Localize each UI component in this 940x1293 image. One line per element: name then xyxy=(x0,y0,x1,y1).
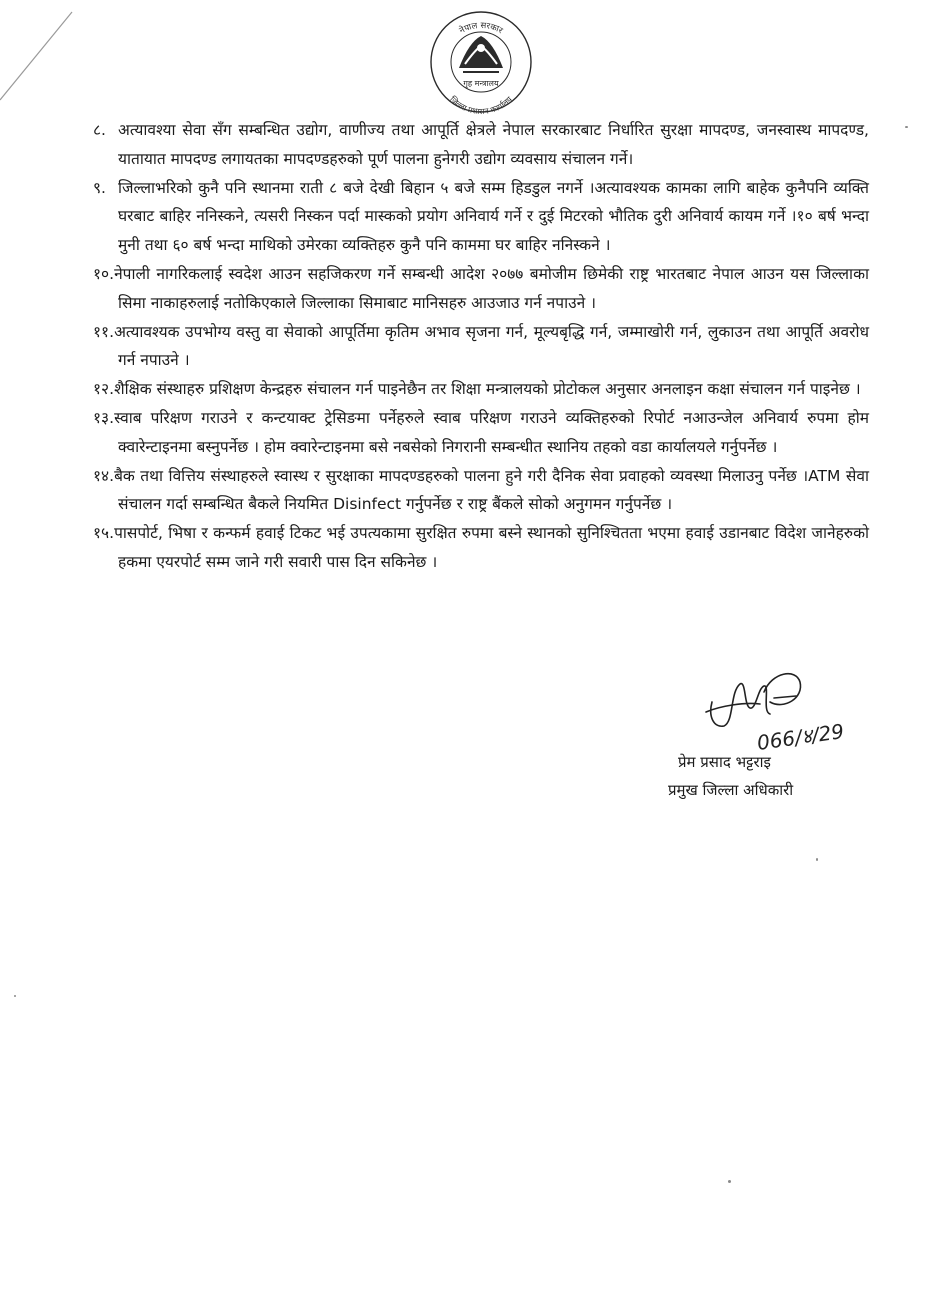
item-text: नेपाली नागरिकलाई स्वदेश आउन सहजिकरण गर्ने सम्बन्धी आदेश २०७७ बमोजीम छिमेकी राष्ट्र भारतबाट नेपाल आउन यस जिल्लाका सिमा नाकाहरुलाई नतोकिएकाले जिल्लाका सिमाबाट मानिसहरु आउजाउ गर्न नपाउने । xyxy=(114,264,869,312)
item-text: अत्यावश्यक उपभोग्य वस्तु वा सेवाको आपूर्तिमा कृतिम अभाव सृजना गर्न, मूल्यबृद्धि गर्न, जम्माखोरी गर्न, लुकाउन तथा आपूर्ति अवरोध गर्न नपाउने । xyxy=(114,322,869,370)
order-item-10 xyxy=(93,260,869,318)
scan-speck xyxy=(14,995,16,997)
emblem-icon xyxy=(459,36,503,72)
seal-text-middle: गृह मन्त्रालय xyxy=(463,79,499,88)
order-item-9 xyxy=(93,174,869,260)
item-text: स्वाब परिक्षण गराउने र कन्टयाक्ट ट्रेसिङमा पर्नेहरुले स्वाब परिक्षण गराउने व्यक्तिहरुको रिपोर्ट नआउन्जेल अनिवार्य रुपमा होम क्वारेन्टाइनमा बस्नुपर्नेछ । होम क्वारेन्टाइनमा बसे नबसेको निगरानी सम्बन्धीत स्थानिय तहको वडा कार्यालयले गर्नुपर्नेछ । xyxy=(114,408,869,456)
item-text: पासपोर्ट, भिषा र कन्फर्म हवाई टिकट भई उपत्यकामा सुरक्षित रुपमा बस्ने स्थानको सुनिश्चितता भएमा हवाई उडानबाट विदेश जानेहरुको हकमा एयरपोर्ट सम्म जाने गरी सवारी पास दिन सकिनेछ । xyxy=(114,524,869,571)
item-number: ८. xyxy=(93,121,106,139)
item-number: १४. xyxy=(93,466,115,485)
order-list xyxy=(93,116,869,577)
svg-text:जिल्ला प्रशासन कार्यालय xyxy=(448,94,514,116)
item-text: बैक तथा वित्तिय संस्थाहरुले स्वास्थ र सुरक्षाका मापदण्डहरुको पालना हुने गरी दैनिक सेवा प्रवाहको व्यवस्था मिलाउनु पर्नेछ ।ATM सेवा संचालन गर्दा सम्बन्धित बैकले नियमित Disinfect गर्नुपर्नेछ र राष्ट्र बैंकले सोको अनुगमन गर्नुपर्नेछ । xyxy=(114,466,869,514)
signatory-title: प्रमुख जिल्ला अधिकारी xyxy=(668,781,794,799)
scan-speck xyxy=(816,858,818,861)
order-item-11 xyxy=(93,318,869,376)
order-item-15 xyxy=(93,519,869,577)
handwritten-signature xyxy=(700,662,890,758)
order-item-8 xyxy=(93,116,869,174)
signatory-block xyxy=(668,748,868,804)
svg-text:नेपाल सरकार xyxy=(457,21,504,37)
item-number: ११. xyxy=(93,322,115,341)
scan-speck xyxy=(905,126,908,128)
item-number: ९. xyxy=(93,178,106,197)
item-text: अत्यावश्या सेवा सँग सम्बन्धित उद्योग, वाणीज्य तथा आपूर्ति क्षेत्रले नेपाल सरकारबाट निर्धारित सुरक्षा मापदण्ड, जनस्वास्थ मापदण्ड, यातायात मापदण्ड लगायतका मापदण्डहरुको पूर्ण पालना हुनेगरी उद्योग व्यवसाय संचालन गर्ने। xyxy=(118,121,869,168)
item-text: शैक्षिक संस्थाहरु प्रशिक्षण केन्द्रहरु संचालन गर्न पाइनेछैन तर शिक्षा मन्त्रालयको प्रोटोकल अनुसार अनलाइन कक्षा संचालन गर्न पाइनेछ । xyxy=(114,380,861,399)
scan-speck xyxy=(728,1180,731,1183)
item-text: जिल्लाभरिको कुनै पनि स्थानमा राती ८ बजे देखी बिहान ५ बजे सम्म हिडडुल नगर्ने ।अत्यावश्यक कामका लागि बाहेक कुनैपनि व्यक्ति घरबाट बाहिर ननिस्कने, त्यसरी निस्कन पर्दा मास्कको प्रयोग अनिवार्य गर्ने र दुई मिटरको भौतिक दुरी अनिवार्य कायम गर्ने ।१० बर्ष भन्दा मुनी तथा ६० बर्ष भन्दा माथिको उमेरका व्यक्तिहरु कुनै पनि काममा घर बाहिर ननिस्कने । xyxy=(118,178,869,255)
signatory-name: प्रेम प्रसाद भट्टराइ xyxy=(678,753,771,771)
item-number: १३. xyxy=(93,408,115,427)
signature-date: 066/४/29 xyxy=(755,719,846,755)
order-item-14 xyxy=(93,462,869,520)
item-number: १२. xyxy=(93,380,115,399)
seal-text-bottom: जिल्ला प्रशासन कार्यालय xyxy=(447,94,514,117)
item-number: १५. xyxy=(93,524,115,543)
order-item-13 xyxy=(93,404,869,462)
scan-artifact-line xyxy=(0,0,90,110)
order-item-12 xyxy=(93,375,869,404)
office-seal xyxy=(425,6,537,118)
seal-text-top: नेपाल सरकार xyxy=(457,20,505,37)
item-number: १०. xyxy=(93,264,115,283)
